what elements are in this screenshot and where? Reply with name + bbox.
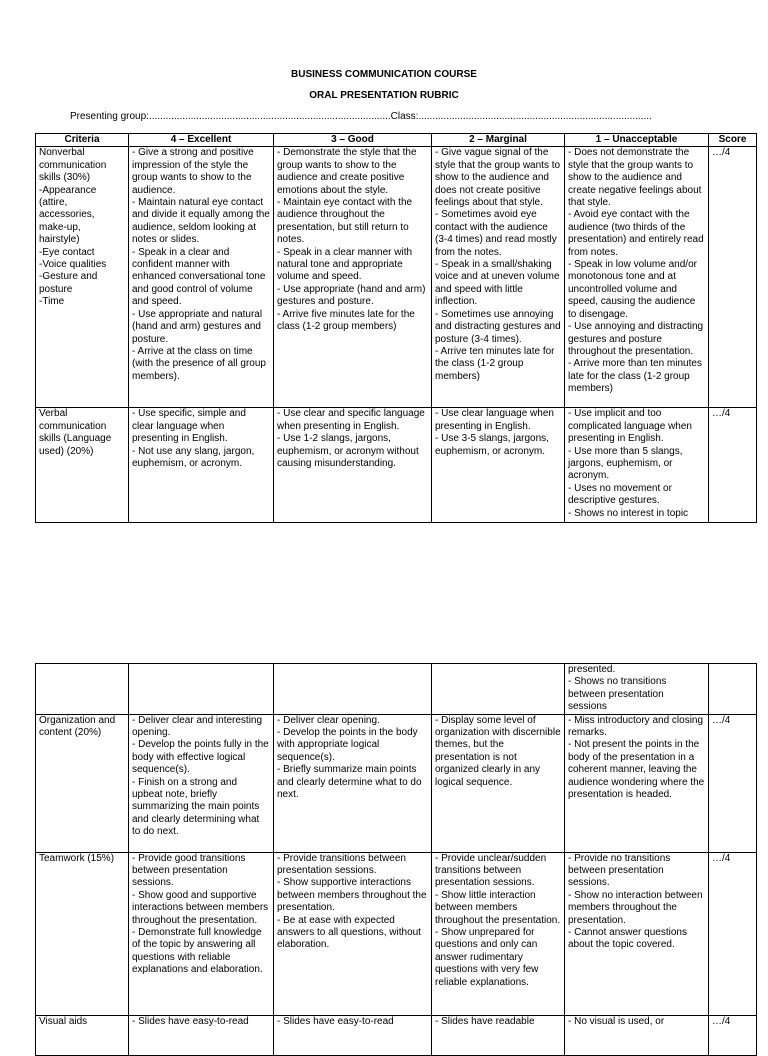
cell-text-line: - Give vague signal of the style that the group wants to show to the audience and does not create positive feelings about that style. [435,147,561,209]
course-title: BUSINESS COMMUNICATION COURSE [291,69,477,80]
p1-criteria-cell [36,147,129,408]
p2-marginal-cell [432,664,565,715]
cell-text-line: - Show supportive interactions between members throughout the presentation. [277,877,427,914]
cell-text-line: - Arrive five minutes late for the class (1-2 group members) [277,308,415,333]
header-score: Score [709,134,757,147]
cell-text-line: - No visual is used, or [568,1015,665,1027]
p2-criteria-cell [36,714,129,852]
cell-text-line: - Provide transitions between presentation sessions. [277,852,406,877]
cell-text-line: …/4 [712,1015,731,1027]
cell-text-line: - Use clear and specific language when presenting in English. [277,408,425,432]
table-row [36,714,757,852]
p1-excellent-cell [129,408,274,523]
cell-text-line: - Display some level of organization with discernible themes, but the presentation is not organized clearly in any logical sequence. [435,714,561,788]
table-header-row [36,134,757,147]
cell-text-line: - Develop the points fully in the body with effective logical sequence(s). [132,739,269,776]
cell-text-line: - Use 3-5 slangs, jargons, euphemism, or acronym. [435,433,549,457]
cell-text-line: Visual aids [39,1015,88,1027]
header-good: 3 – Good [274,134,432,147]
cell-text-line: - Not use any slang, jargon, euphemism, or acronym. [132,445,255,470]
cell-text-line: hairstyle) [39,234,80,246]
p1-criteria-cell [36,408,129,523]
cell-text-line: …/4 [712,852,731,864]
cell-text-line: - Does not demonstrate the style that the group wants to show to the audience and create negative feelings about that style. [568,147,702,209]
cell-text-line: - Arrive ten minutes late for the class (1-2 group members) [435,345,555,382]
cell-text-line: - Show unprepared for questions and only can answer rudimentary questions with very few reliable explanations. [435,927,539,988]
p2-good-cell [274,852,432,1015]
p2-good-cell [274,1015,432,1055]
cell-text-line: …/4 [712,147,731,159]
table-row [36,408,757,523]
p2-score-cell [709,1015,757,1055]
cell-text-line: accessories, [39,209,95,221]
p1-marginal-cell [432,408,565,523]
cell-text-line: - Use specific, simple and clear language when presenting in English. [132,408,246,445]
cell-text-line: - Use more than 5 slangs, jargons, euphemism, or acronym. [568,445,683,482]
header-excellent: 4 – Excellent [129,134,274,147]
cell-text-line: - Finish on a strong and upbeat note, briefly summarizing the main points and clearly determining what to do next. [132,776,260,838]
table-row [36,147,757,408]
cell-text-line: Nonverbal communication skills (30%) [39,147,107,184]
cell-text-line: - Show no interaction between members throughout the presentation. [568,889,703,926]
cell-text-line: - Not present the points in the body of the presentation in a coherent manner, leaving the audience wondering where the presentation is headed. [568,739,705,801]
p1-score-cell [709,147,757,408]
cell-text-line: -Eye contact [39,246,95,258]
p2-excellent-cell [129,714,274,852]
header-criteria: Criteria [36,134,129,147]
rubric-title: ORAL PRESENTATION RUBRIC [309,90,459,101]
cell-text-line: - Use appropriate (hand and arm) gestures and posture. [277,283,426,308]
cell-text-line: - Demonstrate the style that the group wants to show to the audience and create positive emotions about the style. [277,147,417,196]
cell-text-line: …/4 [712,408,731,420]
p2-marginal-cell [432,714,565,852]
cell-text-line: - Arrive more than ten minutes late for the class (1-2 group members) [568,358,702,395]
cell-text-line: - Shows no transitions between presentation sessions [568,676,667,713]
cell-text-line: - Slides have readable [435,1015,535,1027]
p2-unacceptable-cell [565,664,709,715]
cell-text-line: - Speak in a clear manner with natural tone and appropriate volume and speed. [277,246,413,283]
p2-excellent-cell [129,1015,274,1055]
cell-text-line: Verbal communication skills (Language used) (20%) [39,408,112,457]
cell-text-line: presented. [568,664,616,675]
p2-unacceptable-cell [565,1015,709,1055]
cell-text-line: make-up, [39,221,81,233]
p1-good-cell [274,408,432,523]
p2-criteria-cell [36,664,129,715]
p2-unacceptable-cell [565,714,709,852]
p2-criteria-cell [36,1015,129,1055]
cell-text-line: - Speak in a small/shaking voice and at uneven volume and speed with little inflection. [435,259,560,308]
cell-text-line: (attire, [39,197,68,209]
cell-text-line: - Briefly summarize main points and clearly determine what to do next. [277,764,422,801]
rubric-table-page-2 [35,663,757,1056]
cell-text-line: - Show little interaction between members throughout the presentation. [435,889,561,926]
p2-good-cell [274,664,432,715]
cell-text-line: - Speak in a clear and confident manner with enhanced conversational tone and good control of volume and speed. [132,246,266,308]
cell-text-line: - Sometimes avoid eye contact with the audience (3-4 times) and read mostly from the notes. [435,209,557,258]
cell-text-line: -Gesture and [39,271,98,283]
cell-text-line: …/4 [712,714,731,726]
cell-text-line: - Slides have easy-to-read [132,1015,249,1027]
presenting-group-line: Presenting group:.......................................................................................Class:.................................................................................... [70,111,652,122]
cell-text-line: Teamwork (15%) [39,852,115,864]
cell-text-line: - Provide no transitions between presentation sessions. [568,852,671,889]
p2-score-cell [709,664,757,715]
p2-score-cell [709,852,757,1015]
cell-text-line: - Use implicit and too complicated language when presenting in English. [568,408,692,445]
header-marginal: 2 – Marginal [432,134,565,147]
cell-text-line: - Speak in low volume and/or monotonous tone and at uncontrolled volume and speed, causing the audience to disengage. [568,259,697,320]
cell-text-line: - Show good and supportive interactions between members throughout the presentation. [132,889,269,926]
cell-text-line: - Demonstrate full knowledge of the topic by answering all questions with reliable explanations and elaboration. [132,927,263,976]
cell-text-line: - Cannot answer questions about the topic covered. [568,927,687,951]
table-row [36,1015,757,1055]
cell-text-line: - Uses no movement or descriptive gestures. [568,482,672,507]
cell-text-line: -Time [39,296,65,308]
p1-unacceptable-cell [565,408,709,523]
cell-text-line: - Deliver clear opening. [277,714,380,726]
cell-text-line: Organization and content (20%) [39,714,116,739]
cell-text-line: - Use annoying and distracting gestures and posture throughout the presentation. [568,321,704,357]
p2-marginal-cell [432,852,565,1015]
cell-text-line: -Appearance [39,184,97,196]
p2-unacceptable-cell [565,852,709,1015]
cell-text-line: - Maintain eye contact with the audience throughout the presentation, but still return to notes. [277,197,413,246]
p2-criteria-cell [36,852,129,1015]
cell-text-line: - Use 1-2 slangs, jargons, euphemism, or acronym without causing misunderstanding. [277,433,419,470]
p1-unacceptable-cell [565,147,709,408]
p1-marginal-cell [432,147,565,408]
cell-text-line: - Sometimes use annoying and distracting gestures and posture (3-4 times). [435,308,561,345]
cell-text-line: - Provide good transitions between presentation sessions. [132,852,246,889]
p1-good-cell [274,147,432,408]
cell-text-line: - Give a strong and positive impression of the style the group wants to show to the audience. [132,147,254,196]
p2-excellent-cell [129,852,274,1015]
rubric-table-page-1 [35,133,757,523]
cell-text-line: -Voice qualities [39,259,107,271]
table-row [36,852,757,1015]
p1-score-cell [709,408,757,523]
p1-excellent-cell [129,147,274,408]
cell-text-line: - Miss introductory and closing remarks. [568,714,704,739]
cell-text-line: - Be at ease with expected answers to all questions, without elaboration. [277,914,421,951]
cell-text-line: - Use appropriate and natural (hand and arm) gestures and posture. [132,308,263,345]
table-row [36,664,757,715]
cell-text-line: - Arrive at the class on time (with the presence of all group members). [132,345,266,382]
cell-text-line: - Develop the points in the body with appropriate logical sequence(s). [277,727,418,763]
cell-text-line: - Maintain natural eye contact and divide it equally among the audience, seldom looking at notes or slides. [132,197,270,246]
cell-text-line: - Provide unclear/sudden transitions between presentation sessions. [435,852,547,889]
p2-excellent-cell [129,664,274,715]
cell-text-line: - Deliver clear and interesting opening. [132,714,263,739]
cell-text-line: - Avoid eye contact with the audience (two thirds of the presentation) and entirely read from notes. [568,209,704,258]
cell-text-line: - Shows no interest in topic [568,507,689,519]
cell-text-line: - Use clear language when presenting in English. [435,408,554,432]
p2-marginal-cell [432,1015,565,1055]
p2-good-cell [274,714,432,852]
p2-score-cell [709,714,757,852]
header-unacceptable: 1 – Unacceptable [565,134,709,147]
cell-text-line: - Slides have easy-to-read [277,1015,394,1027]
cell-text-line: posture [39,283,73,295]
